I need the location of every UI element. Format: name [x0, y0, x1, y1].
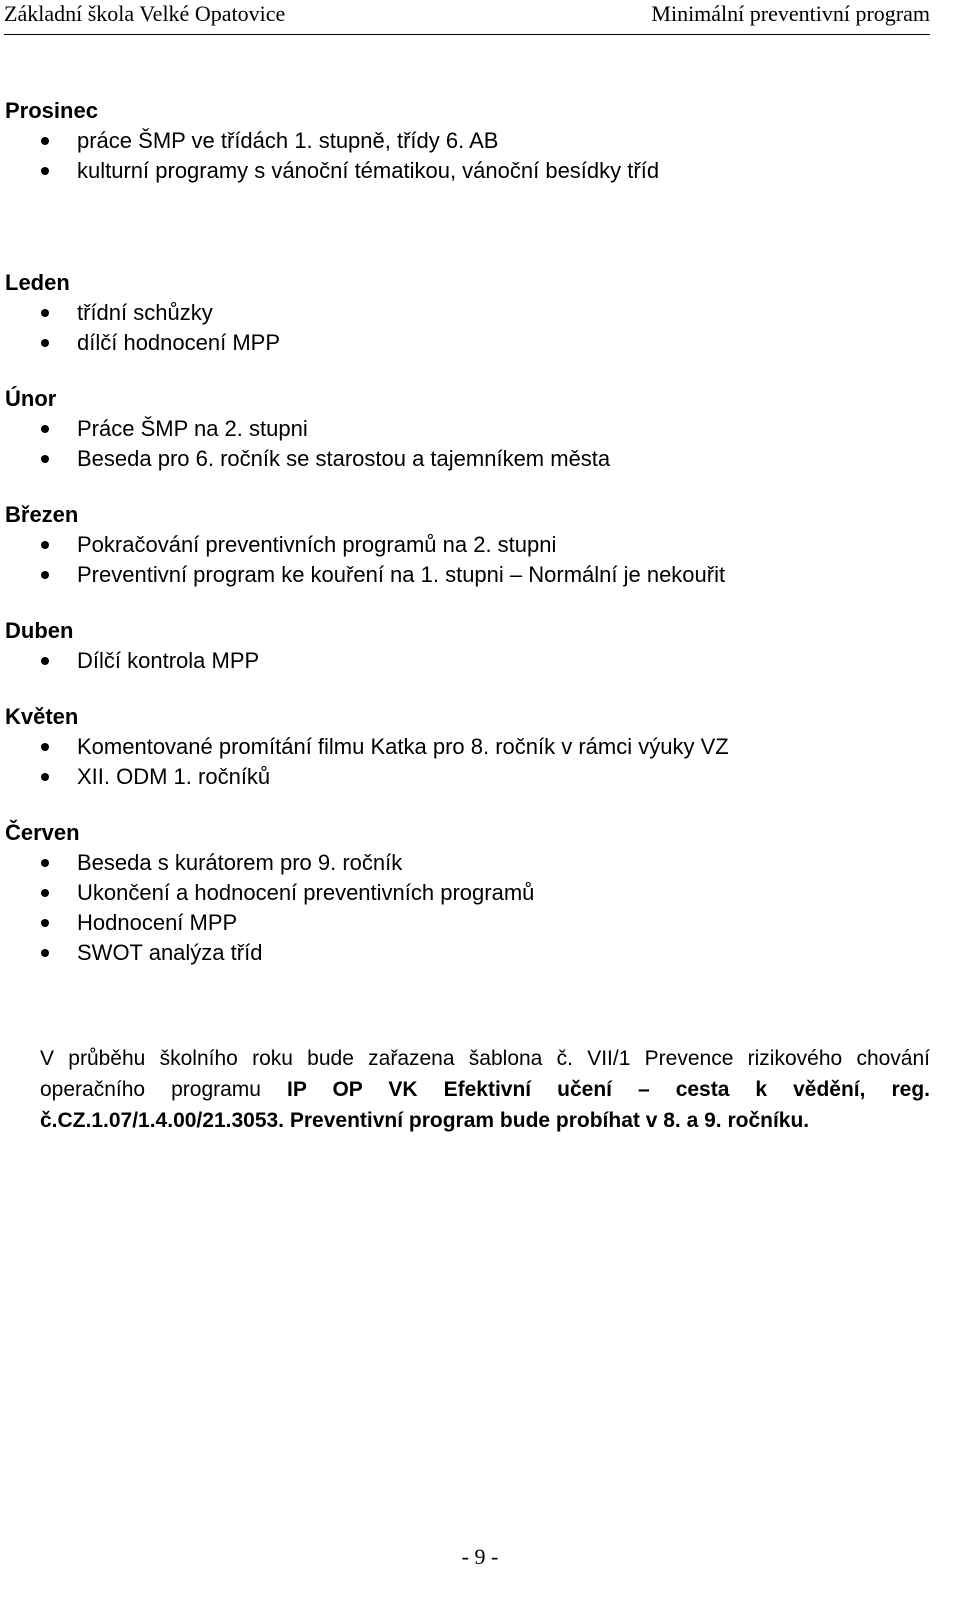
spacer — [5, 792, 930, 818]
section-items — [5, 732, 930, 792]
list-item: dílčí hodnocení MPP — [5, 328, 930, 358]
spacer — [5, 590, 930, 616]
spacer — [5, 358, 930, 384]
monthly-plan — [5, 96, 930, 968]
list-item: XII. ODM 1. ročníků — [5, 762, 930, 792]
section-items — [5, 848, 930, 968]
header-school-name: Základní škola Velké Opatovice — [4, 1, 286, 26]
section-title: Leden — [5, 270, 70, 295]
list-item: práce ŠMP ve třídách 1. stupně, třídy 6. AB — [5, 126, 930, 156]
list-item: Hodnocení MPP — [5, 908, 930, 938]
list-item: Komentované promítání filmu Katka pro 8. ročník v rámci výuky VZ — [5, 732, 930, 762]
header-document-title: Minimální preventivní program — [651, 1, 930, 26]
section-cerven — [5, 818, 930, 968]
section-items — [5, 126, 930, 186]
section-items — [5, 530, 930, 590]
section-brezen — [5, 500, 930, 590]
section-items — [5, 298, 930, 358]
spacer — [5, 186, 930, 268]
list-item: třídní schůzky — [5, 298, 930, 328]
list-item: Práce ŠMP na 2. stupni — [5, 414, 930, 444]
section-title: Květen — [5, 704, 79, 729]
list-item: Preventivní program ke kouření na 1. stupni – Normální je nekouřit — [5, 560, 930, 590]
section-title: Prosinec — [5, 98, 98, 123]
section-items — [5, 414, 930, 474]
template-note-paragraph — [40, 1043, 930, 1136]
section-items — [5, 646, 930, 676]
template-note-normal: V průběhu školního roku bude zařazena šablona č. VII/1 Prevence rizikového chování operačního programu — [40, 1047, 930, 1101]
template-note-bold: IP OP VK Efektivní učení – cesta k vědění, reg. č.CZ.1.07/1.4.00/21.3053. Preventivní program bude probíhat v 8. a 9. ročníku. — [40, 1078, 930, 1132]
list-item: Ukončení a hodnocení preventivních programů — [5, 878, 930, 908]
section-title: Březen — [5, 502, 79, 527]
list-item: Pokračování preventivních programů na 2. stupni — [5, 530, 930, 560]
list-item: kulturní programy s vánoční tématikou, vánoční besídky tříd — [5, 156, 930, 186]
section-title: Únor — [5, 386, 57, 411]
list-item: SWOT analýza tříd — [5, 938, 930, 968]
spacer — [5, 676, 930, 702]
section-title: Duben — [5, 618, 74, 643]
section-title: Červen — [5, 820, 80, 845]
section-leden — [5, 268, 930, 358]
section-unor — [5, 384, 930, 474]
list-item: Beseda pro 6. ročník se starostou a tajemníkem města — [5, 444, 930, 474]
section-kveten — [5, 702, 930, 792]
spacer — [5, 474, 930, 500]
page-number: - 9 - — [461, 1544, 499, 1569]
list-item: Beseda s kurátorem pro 9. ročník — [5, 848, 930, 878]
header-rule — [4, 34, 930, 35]
section-prosinec — [5, 96, 930, 186]
list-item: Dílčí kontrola MPP — [5, 646, 930, 676]
section-duben — [5, 616, 930, 676]
